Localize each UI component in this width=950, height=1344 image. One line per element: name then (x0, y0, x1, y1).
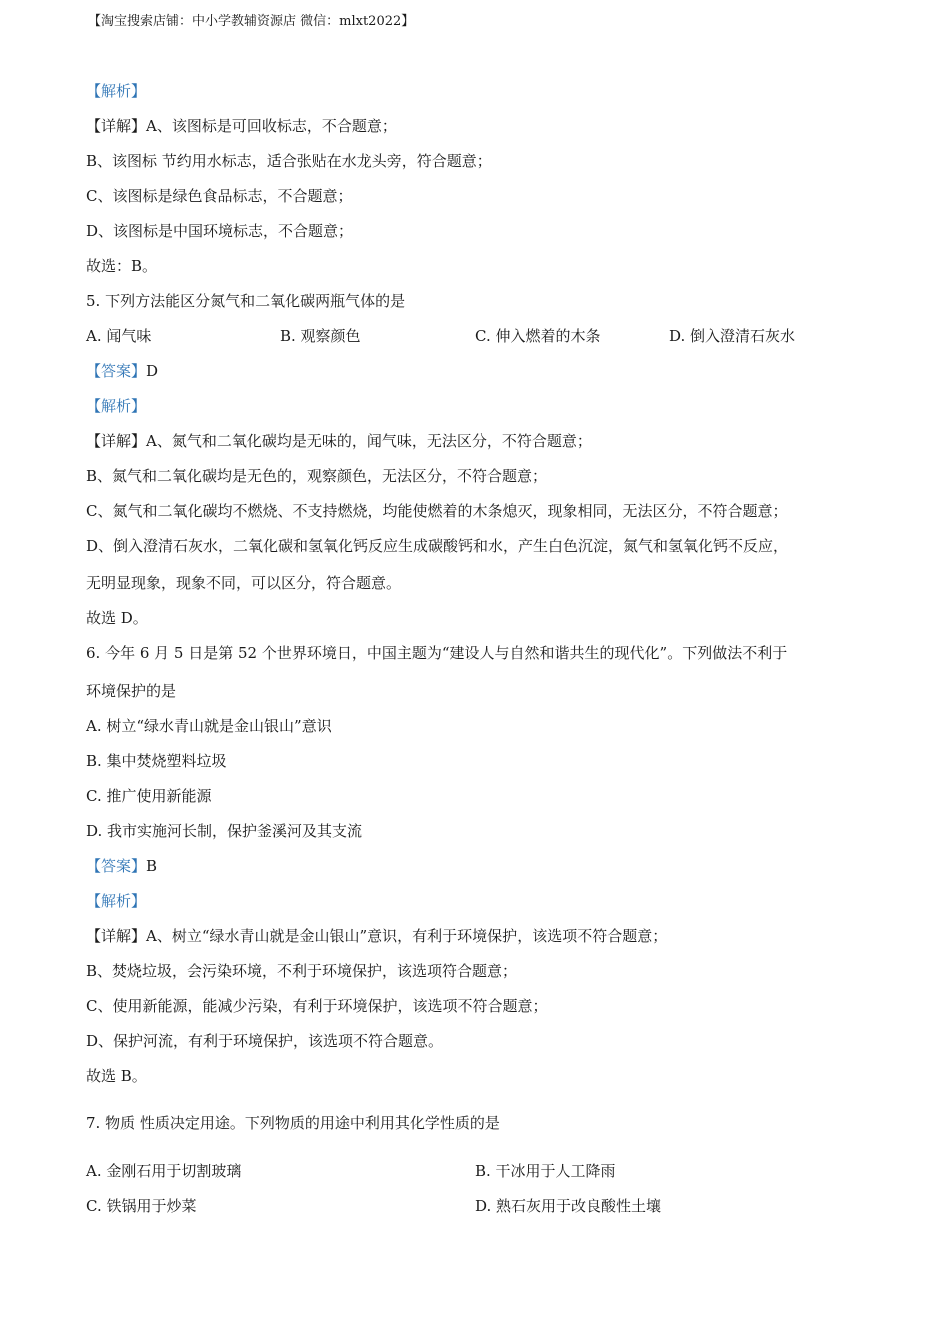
q5-detail-c: C、氮气和二氧化碳均不燃烧、不支持燃烧，均能使燃着的木条熄灭，现象相同，无法区分，不符合题意； (86, 502, 788, 520)
q5-option-d: D. 倒入澄清石灰水 (669, 327, 796, 345)
q6-option-d: D. 我市实施河长制，保护釜溪河及其支流 (86, 822, 363, 840)
q4-choose: 故选：B。 (86, 257, 158, 275)
q4-detail-d: D、该图标是中国环境标志，不合题意； (86, 222, 354, 240)
detail-tag: 【详解】 (86, 117, 147, 135)
q7-options-row1 (86, 1160, 876, 1182)
analysis-tag: 【解析】 (86, 82, 147, 100)
q5-detail-a (86, 430, 592, 452)
q6-option-a: A. 树立“绿水青山就是金山银山”意识 (86, 717, 332, 735)
q4-detail-a-text: A、该图标是可回收标志，不合题意； (146, 117, 397, 135)
q6-answer-value: B (146, 857, 158, 875)
q4-detail-c: C、该图标是绿色食品标志，不合题意； (86, 187, 353, 205)
q6-question-line2: 环境保护的是 (86, 682, 177, 700)
q7-option-a: A. 金刚石用于切割玻璃 (86, 1162, 242, 1180)
answer-tag: 【答案】 (86, 857, 147, 875)
q5-choose: 故选 D。 (86, 609, 148, 627)
q5-options (86, 325, 876, 347)
q6-detail-d: D、保护河流，有利于环境保护，该选项不符合题意。 (86, 1032, 444, 1050)
detail-tag: 【详解】 (86, 927, 147, 945)
q6-answer (86, 855, 157, 877)
q6-option-c: C. 推广使用新能源 (86, 787, 212, 805)
q6-detail-a-text: A、树立“绿水青山就是金山银山”意识，有利于环境保护，该选项不符合题意； (146, 927, 668, 945)
q5-answer-value: D (146, 362, 159, 380)
q5-answer (86, 360, 158, 382)
answer-tag: 【答案】 (86, 362, 147, 380)
page-header-watermark: 【淘宝搜索店铺：中小学教辅资源店 微信：mlxt2022】 (88, 14, 415, 29)
q7-option-c: C. 铁锅用于炒菜 (86, 1197, 197, 1215)
q7-option-d: D. 熟石灰用于改良酸性土壤 (475, 1197, 662, 1215)
q5-option-c: C. 伸入燃着的木条 (475, 327, 601, 345)
q7-options-row2 (86, 1195, 876, 1217)
q6-detail-b: B、焚烧垃圾，会污染环境，不利于环境保护，该选项符合题意； (86, 962, 518, 980)
q6-choose: 故选 B。 (86, 1067, 147, 1085)
analysis-tag: 【解析】 (86, 397, 147, 415)
q7-question: 7. 物质 性质决定用途。下列物质的用途中利用其化学性质的是 (86, 1114, 500, 1132)
q5-option-b: B. 观察颜色 (280, 327, 361, 345)
q6-detail-c: C、使用新能源，能减少污染，有利于环境保护，该选项不符合题意； (86, 997, 548, 1015)
q5-detail-a-text: A、氮气和二氧化碳均是无味的，闻气味，无法区分，不符合题意； (146, 432, 592, 450)
q4-detail-b: B、该图标 节约用水标志，适合张贴在水龙头旁，符合题意； (86, 152, 492, 170)
analysis-tag: 【解析】 (86, 892, 147, 910)
q5-detail-b: B、氮气和二氧化碳均是无色的，观察颜色，无法区分，不符合题意； (86, 467, 548, 485)
q5-question: 5. 下列方法能区分氮气和二氧化碳两瓶气体的是 (86, 292, 406, 310)
q5-detail-d1: D、倒入澄清石灰水，二氧化碳和氢氧化钙反应生成碳酸钙和水，产生白色沉淀，氮气和氢氧化钙不反应， (86, 537, 789, 555)
q5-detail-d2: 无明显现象，现象不同，可以区分，符合题意。 (86, 574, 402, 592)
q6-detail-a (86, 925, 667, 947)
q5-option-a: A. 闻气味 (86, 327, 152, 345)
q7-option-b: B. 干冰用于人工降雨 (475, 1162, 616, 1180)
q6-option-b: B. 集中焚烧塑料垃圾 (86, 752, 227, 770)
q4-detail-a (86, 115, 397, 137)
q6-question-line1: 6. 今年 6 月 5 日是第 52 个世界环境日，中国主题为“建设人与自然和谐共生的现代化”。下列做法不利于 (86, 644, 788, 662)
detail-tag: 【详解】 (86, 432, 147, 450)
